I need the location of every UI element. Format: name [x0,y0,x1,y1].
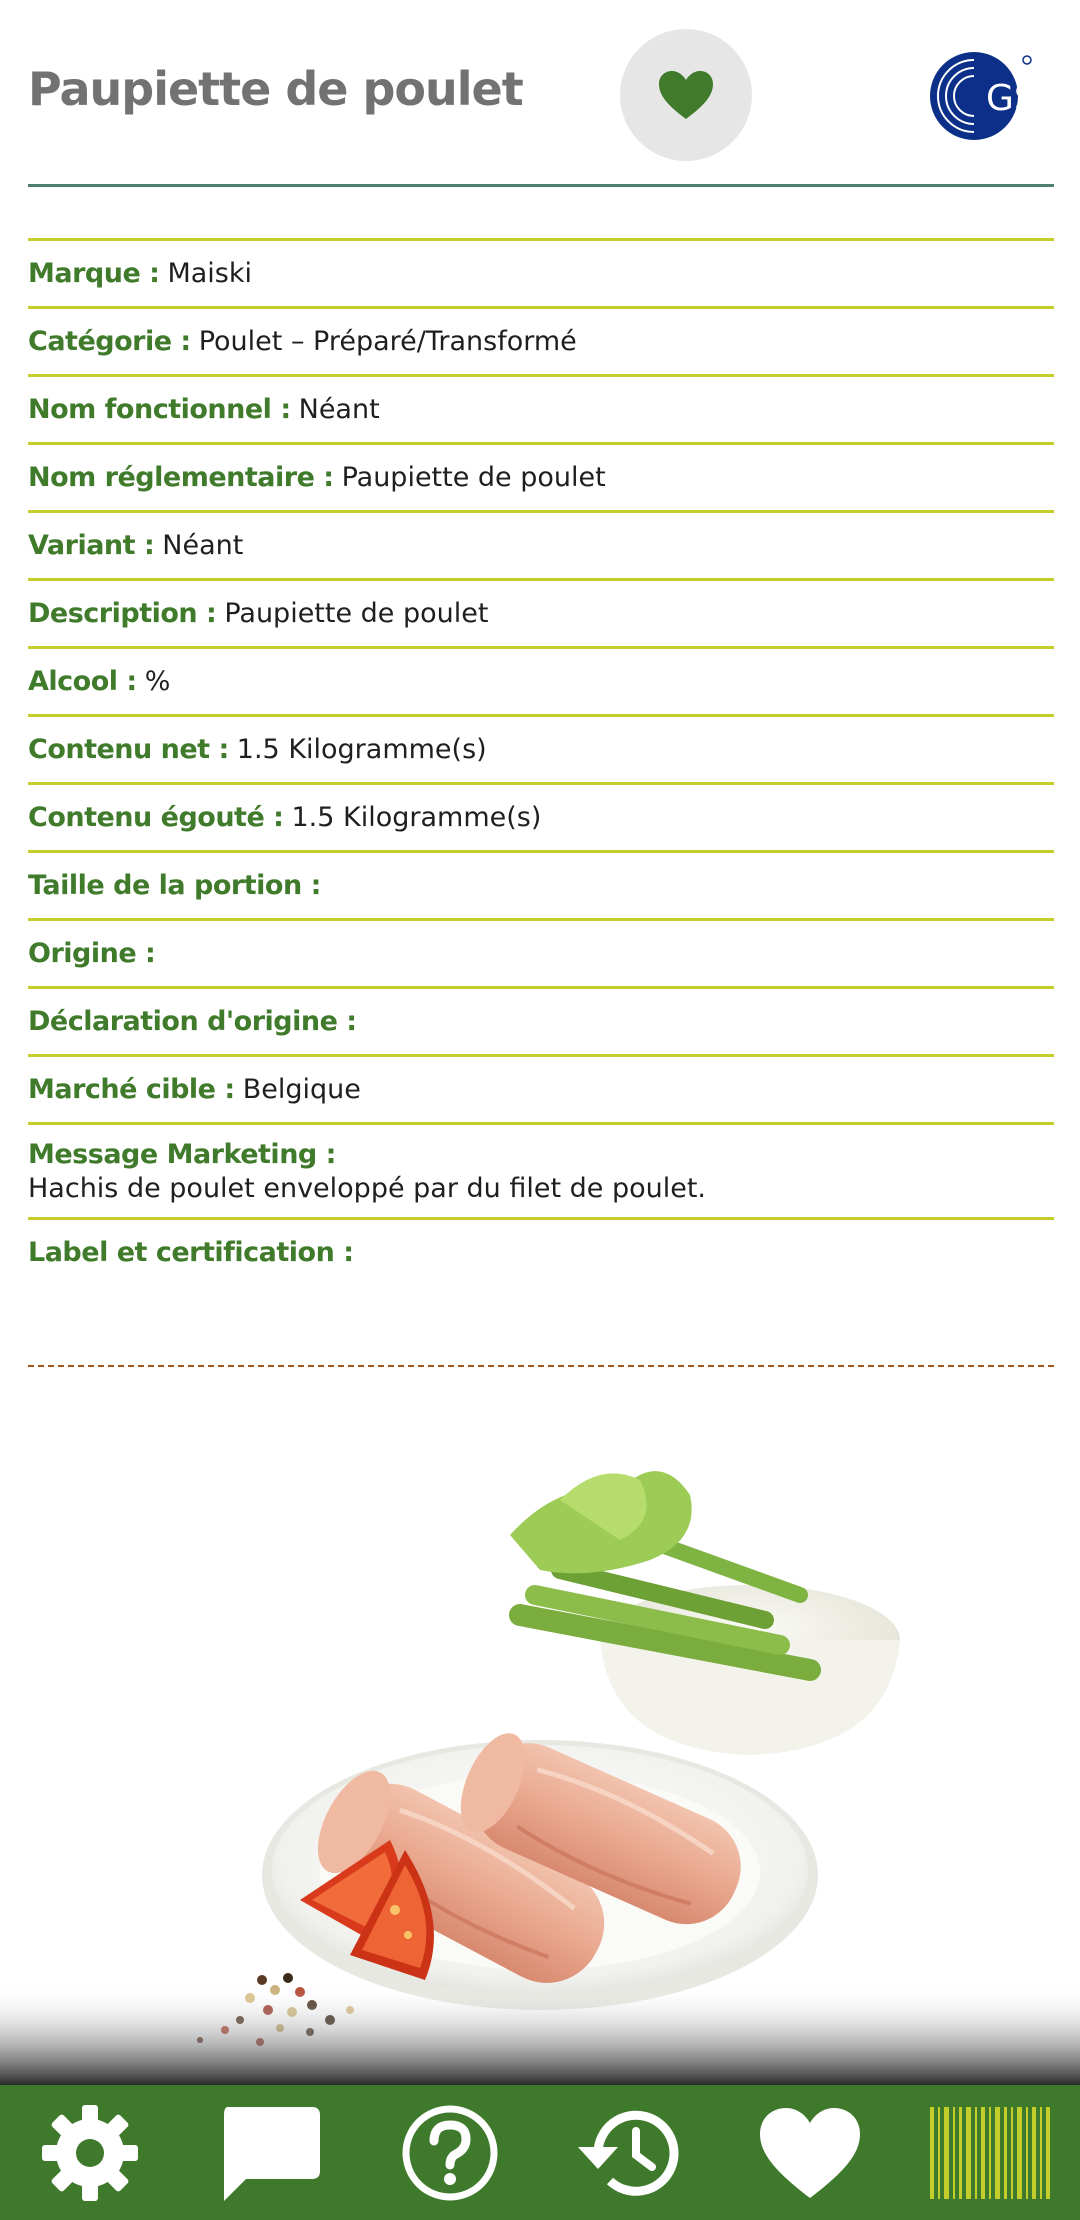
page-title: Paupiette de poulet [28,62,523,116]
gear-icon [40,2103,140,2203]
nav-scan[interactable] [900,2085,1080,2220]
attr-label: Nom réglementaire : [28,462,334,493]
gs1-logo [928,50,1060,142]
attr-value: % [144,666,171,697]
attr-label: Catégorie : [28,326,191,357]
attribute-list [28,238,1054,1285]
attr-row-contenu-net [28,717,1054,785]
celery-bowl [510,1471,900,1755]
product-image [0,1380,1080,2085]
attr-row-categorie [28,309,1054,377]
attr-row-variant [28,513,1054,581]
nav-settings[interactable] [0,2085,180,2220]
attr-label: Marque : [28,258,160,289]
attr-value: 1.5 Kilogramme(s) [236,734,487,765]
heart-icon [657,69,715,121]
header [28,0,1060,187]
attr-row-contenu-egoute [28,785,1054,853]
attr-label: Description : [28,598,217,629]
nav-messages[interactable] [180,2085,360,2220]
attr-value: Néant [298,394,380,425]
help-icon [400,2103,500,2203]
attr-label: Variant : [28,530,155,561]
attr-label: Alcool : [28,666,137,697]
nav-history[interactable] [540,2085,720,2220]
favorite-button[interactable] [620,29,752,161]
attr-row-nom-reglementaire [28,445,1054,513]
nav-help[interactable] [360,2085,540,2220]
section-divider [28,1365,1054,1367]
attr-value: Poulet – Préparé/Transformé [198,326,577,357]
attr-label: Taille de la portion : [28,870,321,901]
attr-label: Nom fonctionnel : [28,394,291,425]
attr-label: Label et certification : [28,1237,354,1268]
attr-row-message-marketing [28,1125,1054,1220]
attr-label: Message Marketing : [28,1139,336,1170]
attr-row-alcool [28,649,1054,717]
attr-row-label-certification [28,1220,1054,1285]
attr-value: Hachis de poulet enveloppé par du filet de poulet. [28,1173,707,1204]
barcode-icon [928,2105,1052,2201]
attr-row-marque [28,241,1054,309]
attr-row-taille-portion [28,853,1054,921]
attr-label: Marché cible : [28,1074,235,1105]
attr-value: Belgique [242,1074,361,1105]
attr-row-origine [28,921,1054,989]
attr-label: Déclaration d'origine : [28,1006,357,1037]
gs1-logo-text: GS1 [986,78,1060,119]
attr-value: Maiski [167,258,253,289]
attr-row-description [28,581,1054,649]
attr-value: Paupiette de poulet [341,462,606,493]
attr-label: Contenu net : [28,734,229,765]
attr-value: 1.5 Kilogramme(s) [291,802,542,833]
bottom-nav [0,2085,1080,2220]
attr-row-nom-fonctionnel [28,377,1054,445]
attr-label: Contenu égouté : [28,802,284,833]
attr-value: Paupiette de poulet [224,598,489,629]
attr-row-marche-cible [28,1057,1054,1125]
history-icon [576,2103,684,2203]
chat-icon [218,2103,322,2203]
heart-icon [758,2106,862,2200]
attr-label: Origine : [28,938,156,969]
attr-value: Néant [162,530,244,561]
attr-row-declaration-origine [28,989,1054,1057]
nav-favorites[interactable] [720,2085,900,2220]
